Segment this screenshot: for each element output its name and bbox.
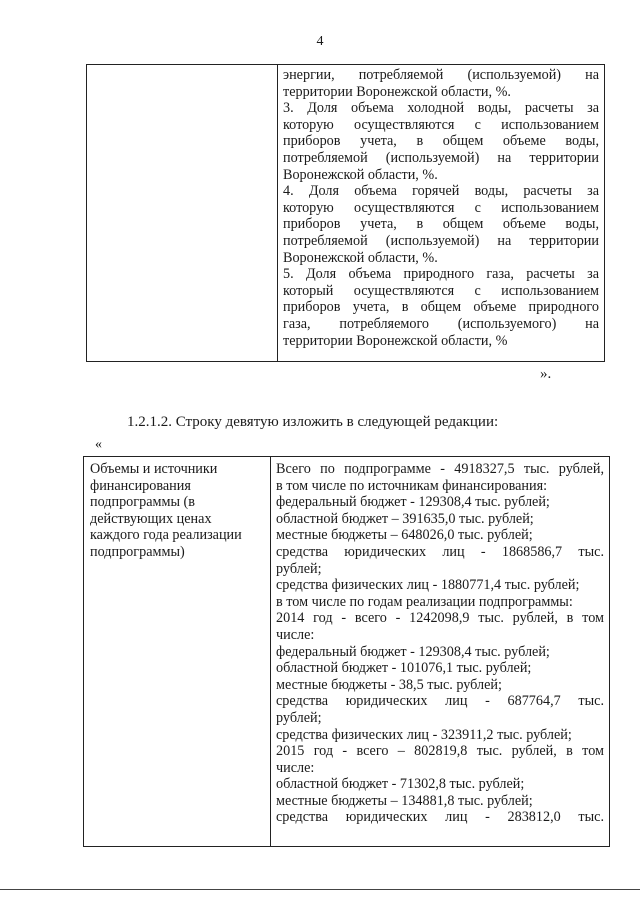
text-line: 5. Доля объема природного газа, расчеты за (283, 266, 599, 283)
text-line: действующих ценах (90, 510, 212, 527)
text-line: рублей; (276, 560, 322, 577)
text-line: в том числе по источникам финансирования: (276, 477, 548, 494)
text-line: областной бюджет - 71302,8 тыс. рублей; (276, 776, 525, 793)
opening-quote: « (95, 437, 102, 452)
text-line: которую осуществляются с использованием (283, 199, 599, 216)
text-line: федеральный бюджет - 129308,4 тыс. рублей; (276, 643, 550, 660)
table-cell-financing (276, 461, 604, 826)
text-line: федеральный бюджет - 129308,4 тыс. рублей; (276, 494, 550, 511)
text-line: в том числе по годам реализации подпрограммы: (276, 593, 573, 610)
text-line: приборов учета, в общем объеме природного (283, 299, 599, 316)
table-cell-label (90, 461, 266, 561)
text-line: энергии, потребляемой (используемой) на (283, 67, 599, 83)
text-line: Воронежской области, %. (283, 249, 438, 266)
text-line: областной бюджет – 391635,0 тыс. рублей; (276, 510, 534, 527)
text-line: потребляемой (используемой) на территории (283, 149, 599, 166)
text-line: 2015 год - всего – 802819,8 тыс. рублей, в том (276, 743, 604, 760)
text-line: областной бюджет - 101076,1 тыс. рублей; (276, 660, 532, 677)
text-line: средства физических лиц - 1880771,4 тыс. рублей; (276, 577, 580, 594)
table-financing (83, 456, 610, 847)
closing-quote: ». (540, 366, 552, 382)
text-line: территории Воронежской области, %. (283, 83, 511, 100)
text-line: приборов учета, в общем объеме воды, (283, 216, 599, 233)
table-column-divider (270, 457, 271, 846)
text-line: 3. Доля объема холодной воды, расчеты за (283, 100, 599, 117)
text-line: числе: (276, 759, 315, 776)
text-line: Воронежской области, %. (283, 166, 438, 183)
text-line: который осуществляются с использованием (283, 282, 599, 299)
text-line: Всего по подпрограмме - 4918327,5 тыс. рублей, (276, 461, 604, 477)
text-line: средства физических лиц - 323911,2 тыс. рублей; (276, 726, 572, 743)
text-line: местные бюджеты – 648026,0 тыс. рублей; (276, 527, 533, 544)
text-line: Объемы и источники (90, 461, 218, 477)
amendment-paragraph: 1.2.1.2. Строку девятую изложить в следующей редакции: (127, 414, 499, 430)
text-line: подпрограммы) (90, 543, 185, 560)
text-line: приборов учета, в общем объеме воды, (283, 133, 599, 150)
text-line: каждого года реализации (90, 527, 242, 544)
text-line: подпрограммы (в (90, 494, 195, 511)
footer-rule (0, 889, 640, 890)
text-line: местные бюджеты – 134881,8 тыс. рублей; (276, 792, 533, 809)
text-line: средства юридических лиц - 283812,0 тыс. (276, 809, 604, 826)
text-line: территории Воронежской области, % (283, 332, 508, 349)
text-line: финансирования (90, 477, 191, 494)
table-indicators (86, 64, 605, 362)
text-line: 2014 год - всего - 1242098,9 тыс. рублей, в том (276, 610, 604, 627)
text-line: которую осуществляются с использованием (283, 116, 599, 133)
page-number: 4 (316, 34, 324, 49)
text-line: местные бюджеты - 38,5 тыс. рублей; (276, 676, 502, 693)
text-line: средства юридических лиц - 1868586,7 тыс. (276, 543, 604, 560)
table-column-divider (277, 65, 278, 361)
text-line: числе: (276, 626, 315, 643)
text-line: рублей; (276, 709, 322, 726)
text-line: 4. Доля объема горячей воды, расчеты за (283, 183, 599, 200)
text-line: средства юридических лиц - 687764,7 тыс. (276, 693, 604, 710)
table-cell-indicators (283, 67, 599, 349)
text-line: потребляемой (используемой) на территории (283, 232, 599, 249)
text-line: газа, потребляемого (используемого) на (283, 315, 599, 332)
